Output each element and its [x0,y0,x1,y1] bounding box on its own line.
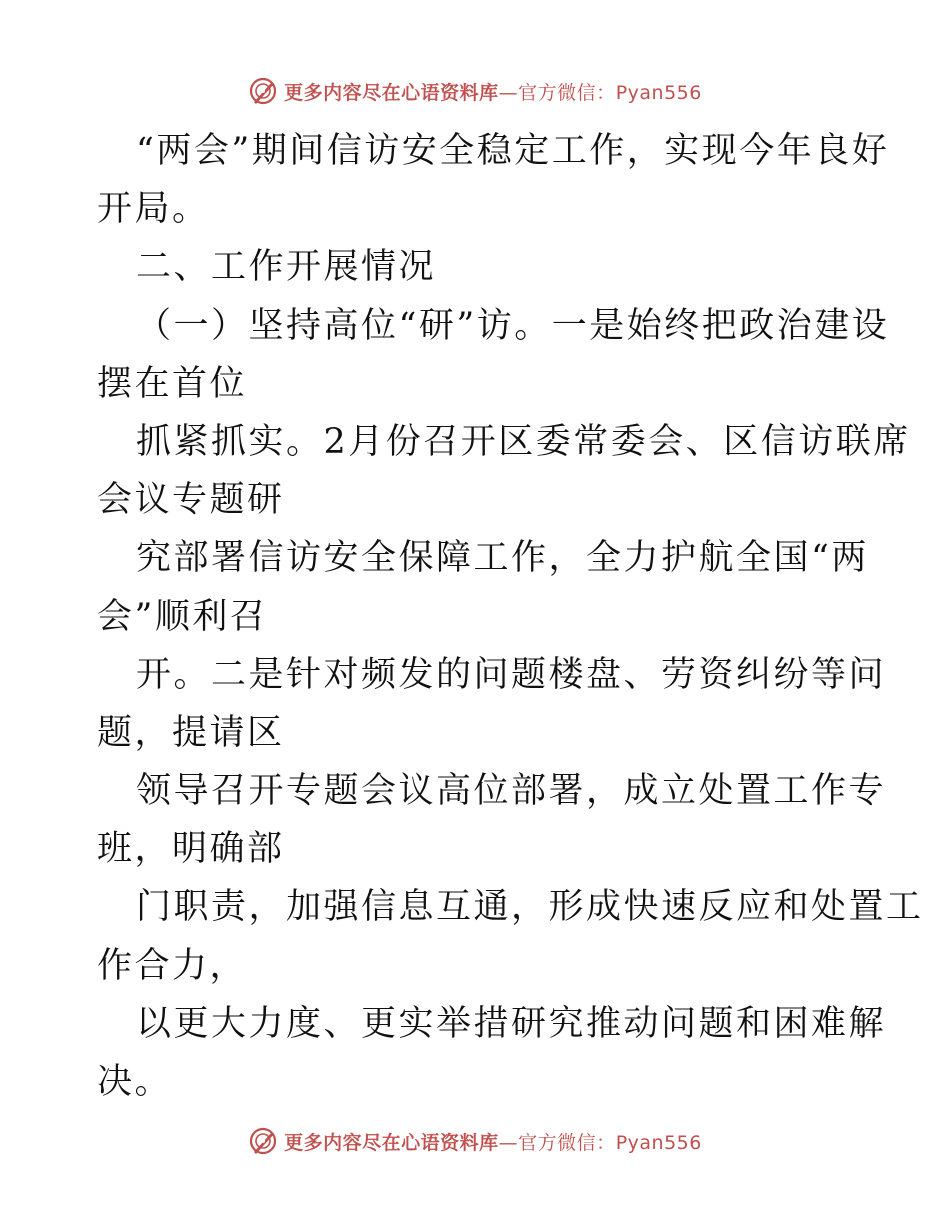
watermark-label: 官方微信： [518,81,616,104]
paragraph-line: 会议专题研 [97,480,285,521]
paragraph-line: 决。 [97,1062,173,1102]
watermark-dash: — [498,81,519,104]
paragraph-line: 开。二是针对频发的问题楼盘、劳资纠纷等问 [136,654,887,695]
watermark-text [284,78,702,105]
pen-logo-icon [248,76,278,106]
watermark-label: 官方微信： [518,1131,616,1154]
watermark-account: Pyan556 [615,1131,702,1154]
watermark-text [284,1128,702,1155]
paragraph-line: 抓紧抓实。2月份召开区委常委会、区信访联席 [136,421,911,462]
paragraph-line: 领导召开专题会议高位部署，成立处置工作专 [136,771,887,812]
paragraph-line: “两会”期间信访安全稳定工作，实现今年良好 [136,131,890,171]
pen-logo-icon [248,1126,278,1156]
document-body [97,122,924,1111]
paragraph-line: （一）坚持高位“研”访。一是始终把政治建设 [136,305,890,346]
paragraph-line: 作合力， [97,945,248,986]
paragraph-line: 会”顺利召 [97,596,268,637]
watermark-dash: — [498,1131,519,1154]
paragraph-line: 门职责，加强信息互通，形成快速反应和处置工 [136,887,924,928]
watermark-main: 更多内容尽在心语资料库 [284,81,499,104]
footer-watermark [0,1124,950,1158]
watermark-account: Pyan556 [615,81,702,104]
header-watermark [0,74,950,108]
paragraph-line: 以更大力度、更实举措研究推动问题和困难解 [136,1003,887,1044]
paragraph-line: 究部署信访安全保障工作，全力护航全国“两 [136,538,869,579]
paragraph-line: 摆在首位 [97,363,248,404]
section-heading: 二、工作开展情况 [136,247,437,288]
paragraph-line: 题，提请区 [97,712,285,753]
paragraph-line: 班，明确部 [97,829,285,870]
paragraph-line: 开局。 [97,189,210,230]
watermark-main: 更多内容尽在心语资料库 [284,1131,499,1154]
